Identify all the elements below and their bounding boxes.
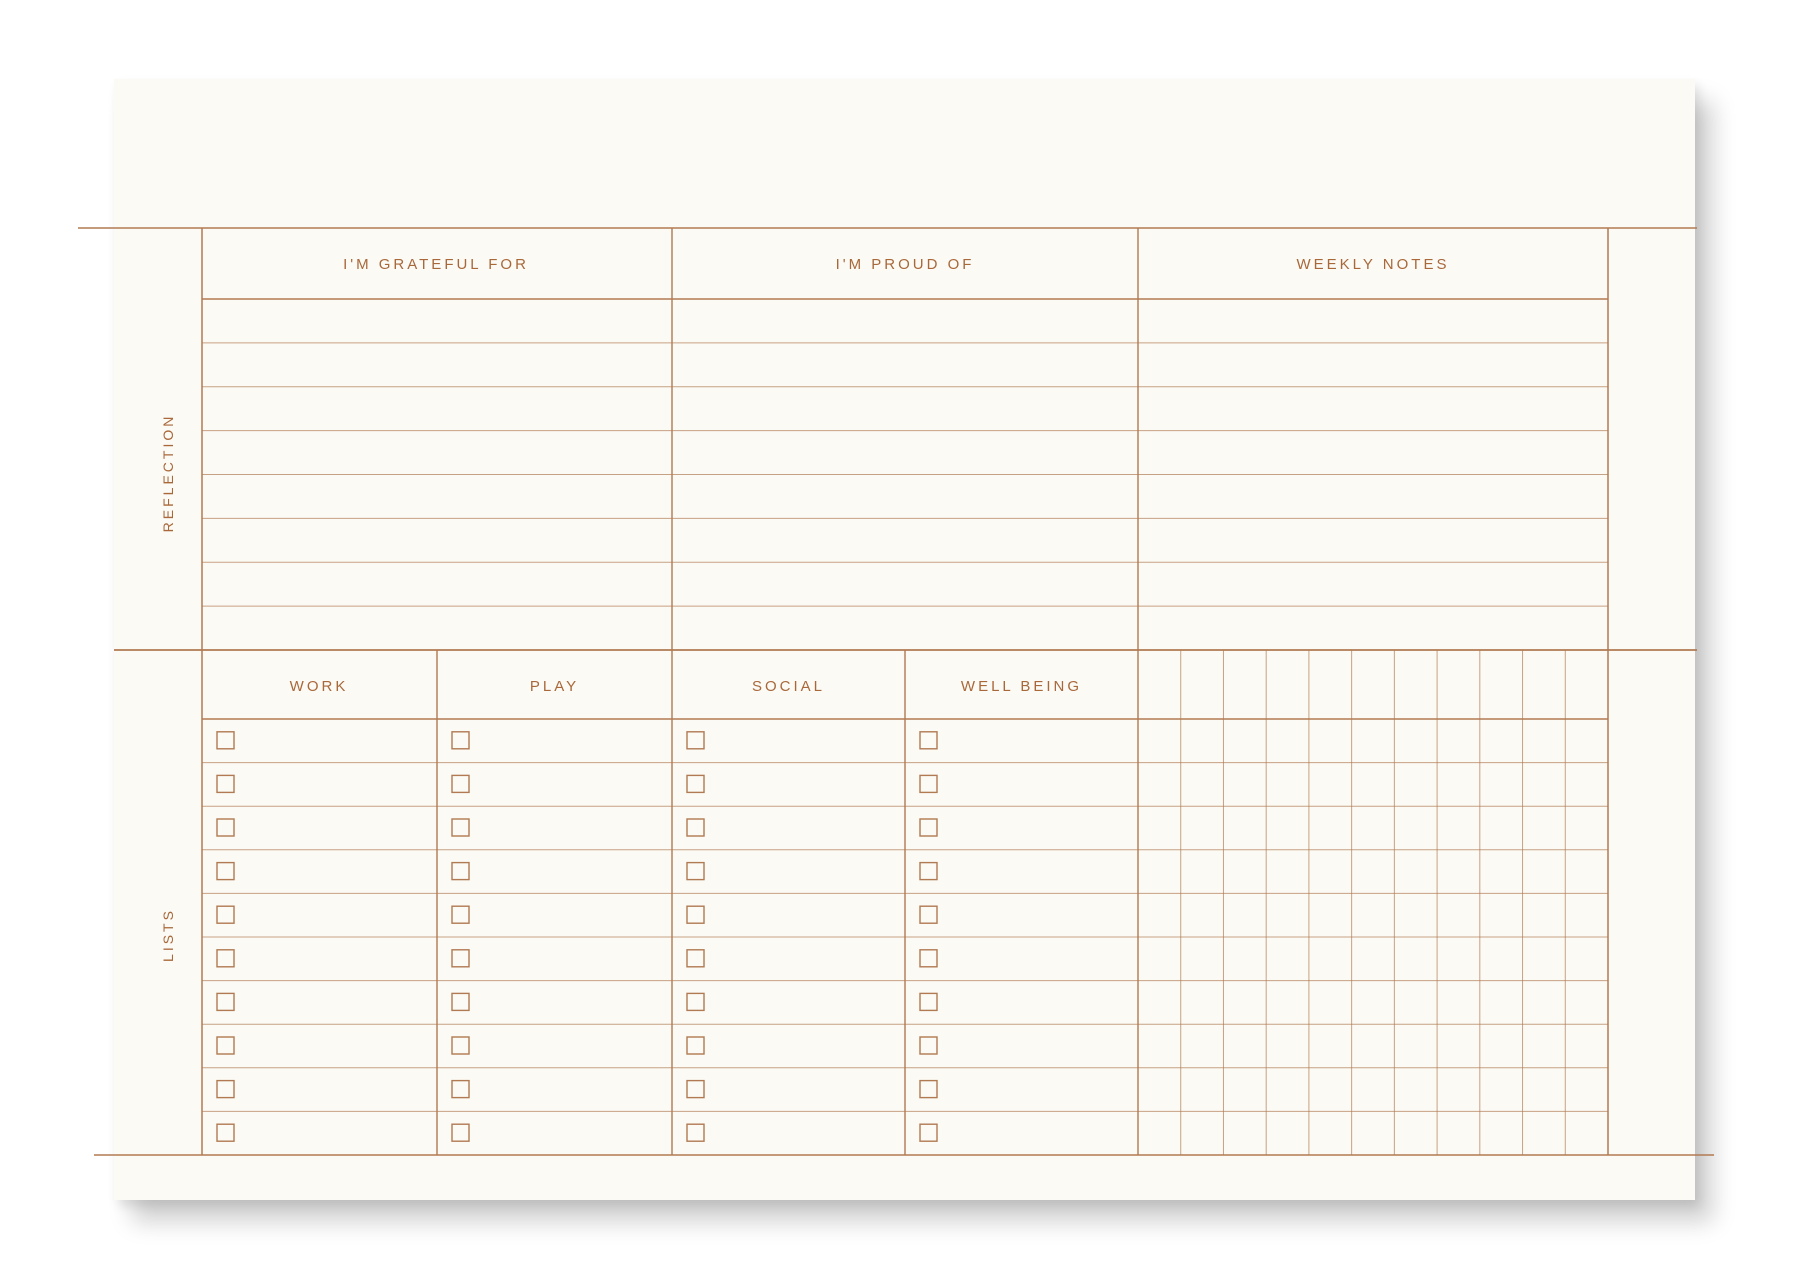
task-checkbox[interactable] (920, 906, 937, 923)
task-checkbox[interactable] (687, 775, 704, 792)
task-checkbox[interactable] (217, 906, 234, 923)
task-checkbox[interactable] (452, 1081, 469, 1098)
section-label-reflection: REFLECTION (160, 413, 176, 533)
column-header-proud: I'M PROUD OF (835, 256, 975, 273)
task-checkbox[interactable] (687, 950, 704, 967)
task-checkbox[interactable] (687, 1081, 704, 1098)
task-checkbox[interactable] (920, 775, 937, 792)
task-checkbox[interactable] (920, 1081, 937, 1098)
column-header-play: PLAY (529, 678, 580, 695)
task-checkbox[interactable] (217, 993, 234, 1010)
task-checkbox[interactable] (452, 1124, 469, 1141)
task-checkbox[interactable] (217, 1124, 234, 1141)
task-checkbox[interactable] (920, 1037, 937, 1054)
task-checkbox[interactable] (920, 1124, 937, 1141)
task-checkbox[interactable] (452, 819, 469, 836)
task-checkbox[interactable] (452, 950, 469, 967)
task-checkbox[interactable] (687, 906, 704, 923)
task-checkbox[interactable] (217, 950, 234, 967)
task-checkbox[interactable] (687, 732, 704, 749)
task-checkbox[interactable] (217, 775, 234, 792)
column-header-social: SOCIAL (751, 678, 826, 695)
task-checkbox[interactable] (920, 863, 937, 880)
task-checkbox[interactable] (687, 1124, 704, 1141)
task-checkbox[interactable] (217, 863, 234, 880)
column-header-weekly-notes: WEEKLY NOTES (1296, 256, 1450, 273)
task-checkbox[interactable] (687, 1037, 704, 1054)
task-checkbox[interactable] (452, 863, 469, 880)
task-checkbox[interactable] (452, 993, 469, 1010)
task-checkbox[interactable] (920, 993, 937, 1010)
column-header-grateful: I'M GRATEFUL FOR (343, 256, 529, 273)
column-header-well-being: WELL BEING (960, 678, 1083, 695)
task-checkbox[interactable] (217, 1081, 234, 1098)
column-header-work: WORK (289, 678, 349, 695)
section-label-lists: LISTS (160, 908, 176, 962)
task-checkbox[interactable] (217, 732, 234, 749)
task-checkbox[interactable] (452, 775, 469, 792)
task-checkbox[interactable] (452, 732, 469, 749)
task-checkbox[interactable] (217, 1037, 234, 1054)
task-checkbox[interactable] (920, 950, 937, 967)
task-checkbox[interactable] (452, 1037, 469, 1054)
task-checkbox[interactable] (687, 819, 704, 836)
task-checkbox[interactable] (920, 819, 937, 836)
task-checkbox[interactable] (687, 993, 704, 1010)
task-checkbox[interactable] (687, 863, 704, 880)
task-checkbox[interactable] (217, 819, 234, 836)
task-checkbox[interactable] (920, 732, 937, 749)
task-checkbox[interactable] (452, 906, 469, 923)
